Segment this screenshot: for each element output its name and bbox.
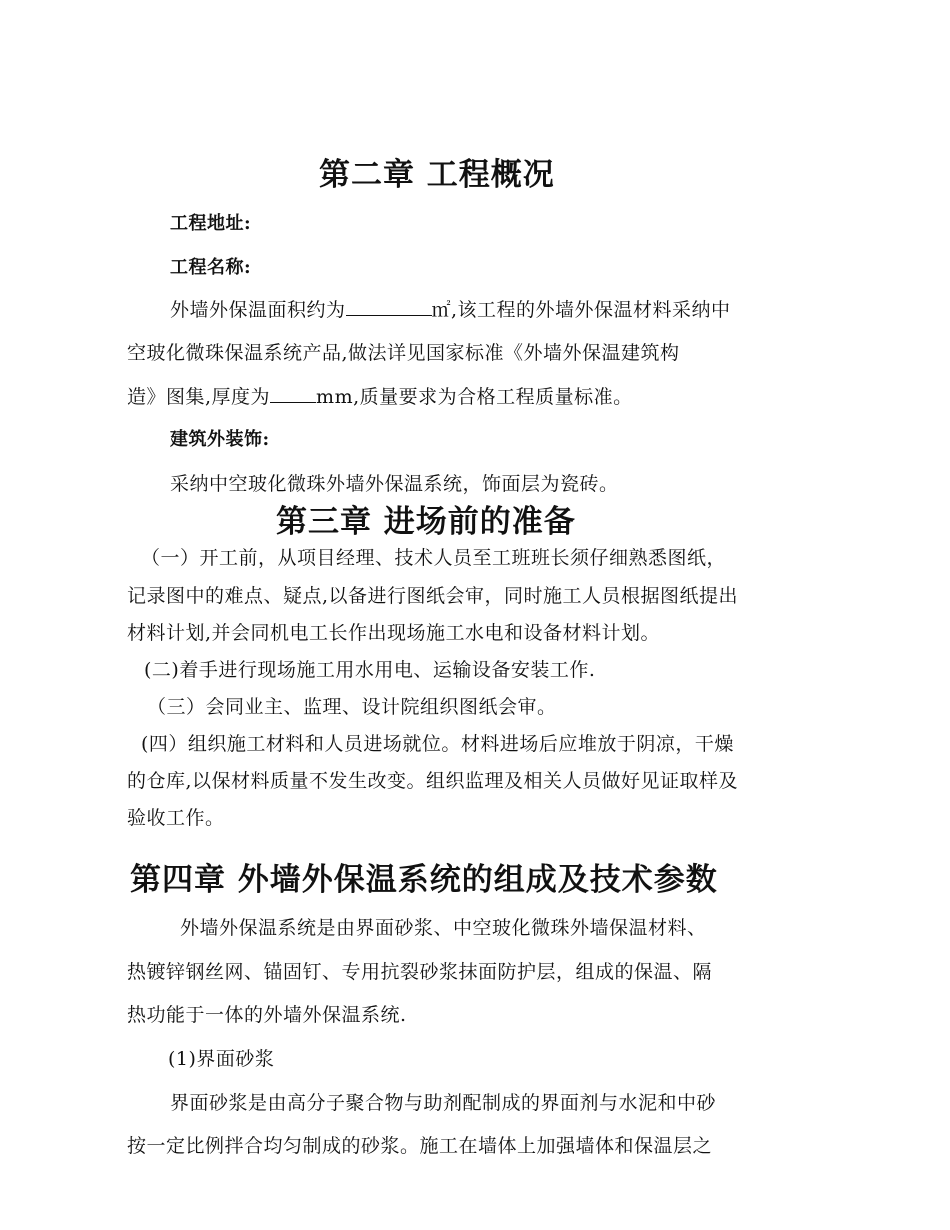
list-item-line: （三）会同业主、监理、设计院组织图纸会审。 [147,696,557,718]
list-item-line: 记录图中的难点、疑点,以备进行图纸会审，同时施工人员根据图纸提出 [127,585,739,607]
text-fragment: mm,质量要求为合格工程质量标准。 [316,386,633,408]
paragraph-line: 按一定比例拌合均匀制成的砂浆。施工在墙体上加强墙体和保温层之 [127,1135,713,1157]
label-project-address: 工程地址: [170,213,252,234]
paragraph-line: 热镀锌钢丝网、锚固钉、专用抗裂砂浆抹面防护层，组成的保温、隔 [127,961,713,983]
text-fragment: 外墙外保温面积约为 [170,299,346,321]
blank-underline [346,297,432,316]
paragraph-line: 热功能于一体的外墙外保温系统. [127,1004,407,1026]
chapter-2-title: 第二章 工程概况 [319,157,555,193]
list-item-line: 验收工作。 [127,807,225,829]
paragraph-line: 外墙外保温系统是由界面砂浆、中空玻化微珠外墙保温材料、 [180,917,707,939]
list-item-line: 的仓库,以保材料质量不发生改变。组织监理及相关人员做好见证取样及 [127,770,739,792]
text-fragment: 造》图集,厚度为 [127,386,271,408]
blank-underline [270,384,316,403]
list-item-line: (四）组织施工材料和人员进场就位。材料进场后应堆放于阴凉，干燥 [141,733,734,755]
list-item-line: （一）开工前，从项目经理、技术人员至工班班长须仔细熟悉图纸， [141,547,727,569]
label-building-decoration: 建筑外装饰: [170,429,270,450]
paragraph-line: 界面砂浆是由高分子聚合物与助剂配制成的界面剂与水泥和中砂 [170,1092,717,1114]
text-fragment: ㎡,该工程的外墙外保温材料采纳中 [431,299,731,321]
list-item-line: (二)着手进行现场施工用水用电、运输设备安装工作. [144,659,596,681]
paragraph-line: 空玻化微珠保温系统产品,做法详见国家标准《外墙外保温建筑构 [127,342,680,364]
paragraph-line: 采纳中空玻化微珠外墙外保温系统，饰面层为瓷砖。 [170,473,619,495]
chapter-4-title: 第四章 外墙外保温系统的组成及技术参数 [130,862,718,898]
paragraph-line [170,297,731,322]
subheading: (1)界面砂浆 [168,1048,275,1070]
list-item-line: 材料计划,并会同机电工长作出现场施工水电和设备材料计划。 [127,622,661,644]
paragraph-line [127,384,633,409]
chapter-3-title: 第三章 进场前的准备 [276,504,576,540]
label-project-name: 工程名称: [170,257,252,278]
